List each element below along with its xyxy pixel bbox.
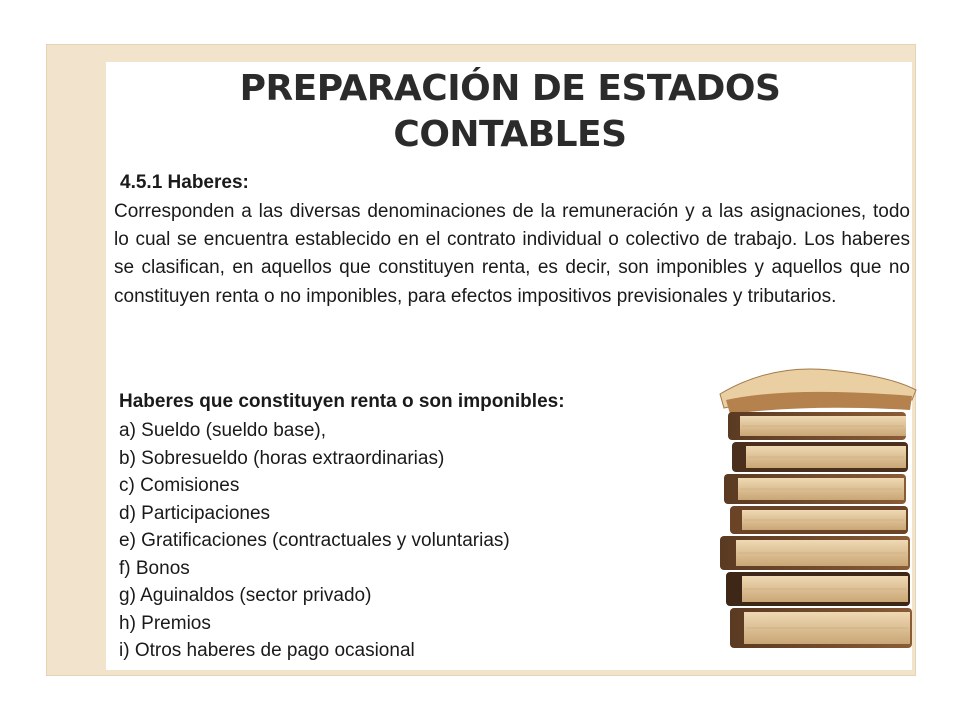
- title-line-2: CONTABLES: [393, 114, 627, 155]
- list-item: d) Participaciones: [119, 502, 271, 524]
- title-line-1: PREPARACIÓN DE ESTADOS: [239, 68, 781, 109]
- section-heading: 4.5.1 Haberes:: [120, 172, 249, 193]
- list-item: c) Comisiones: [119, 475, 240, 496]
- imponibles-list: [119, 417, 510, 665]
- list-item: h) Premios: [119, 612, 211, 634]
- list-item: b) Sobresueldo (horas extraordinarias): [119, 447, 445, 469]
- page-title: [110, 66, 910, 158]
- list-item: g) Aguinaldos (sector privado): [119, 585, 372, 606]
- list-item: a) Sueldo (sueldo base),: [119, 420, 327, 441]
- imponibles-heading: Haberes que constituyen renta o son imponibles:: [119, 391, 565, 412]
- list-item: f) Bonos: [119, 557, 190, 579]
- section-paragraph: Corresponden a las diversas denominaciones de la remuneración y a las asignaciones, todo lo cual se encuentra establecido en el contrato individual o colectivo de trabajo. Los haberes se clasifican, en aquellos que constituyen renta, es decir, son imponibles y aquellos que no constituyen renta o no imponibles, para efectos impositivos previsionales y tributarios.: [114, 201, 910, 307]
- list-item: i) Otros haberes de pago ocasional: [119, 640, 415, 661]
- book-stack-icon: [690, 356, 940, 656]
- list-item: e) Gratificaciones (contractuales y voluntarias): [119, 530, 510, 551]
